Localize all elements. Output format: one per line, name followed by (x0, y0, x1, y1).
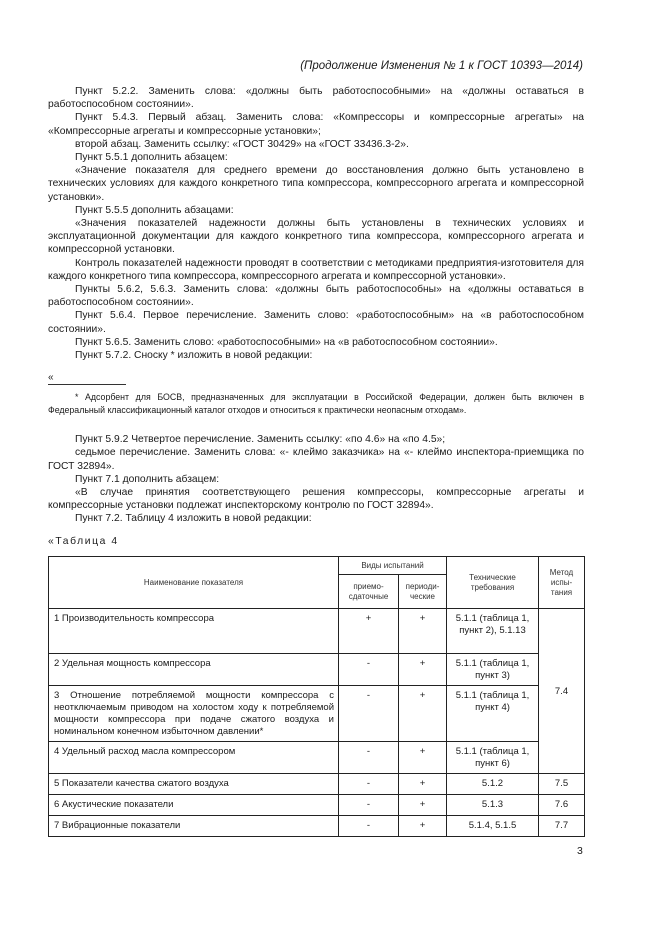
paragraph: второй абзац. Заменить ссылку: «ГОСТ 30429» на «ГОСТ 33436.3-2». (75, 138, 409, 150)
paragraph: Пункты 5.6.2, 5.6.3. Заменить слова: «должны быть работоспособны» на «должны оставаться в работоспособном состоянии». (48, 284, 584, 309)
cell-acceptance: - (339, 654, 399, 686)
paragraph: Пункт 5.5.1 дополнить абзацем: (75, 152, 228, 164)
paragraph: Пункт 5.5.5 дополнить абзацами: (75, 204, 234, 216)
cell-periodic: + (399, 654, 447, 686)
paragraph: «Значение показателя для среднего времени до восстановления должно быть установлено в технических условиях для каждого конкретного типа компрессора, компрессорного агрегата и компрессорной установки». (48, 165, 584, 203)
cell-requirements: 5.1.1 (таблица 1, пункт 3) (447, 654, 539, 686)
footnote-text: * Адсорбент для БОСВ, предназначенных для эксплуатации в Российской Федерации, должен быть включен в Федеральный классификационный каталог отходов и относиться к практически неопасным отходам». (48, 392, 584, 416)
cell-periodic: + (399, 795, 447, 816)
cell-method: 7.5 (539, 774, 585, 795)
footnote-open-quote: « (48, 372, 54, 384)
cell-name: 6 Акустические показатели (49, 795, 339, 816)
paragraph: «Значения показателей надежности должны быть установлены в технических условиях и эксплуатационной документации для каждого конкретного типа компрессора, компрессорного агрегата и компрессорной установки. (48, 218, 584, 256)
paragraph: Пункт 5.6.4. Первое перечисление. Заменить слово: «работоспособным» на «в работоспособном состоянии». (48, 310, 584, 335)
header-tests: Виды испытаний (339, 557, 447, 575)
paragraph: Пункт 5.4.3. Первый абзац. Заменить слова: «Компрессоры и компрессорные агрегаты» на «Компрессорные агрегаты и компрессорные установки»; (48, 112, 584, 137)
cell-name: 2 Удельная мощность компрессора (49, 654, 339, 686)
table-row (49, 654, 585, 686)
document-body (48, 85, 584, 526)
spacer (48, 417, 584, 433)
cell-periodic: + (399, 609, 447, 654)
header-requirements: Технические требования (447, 557, 539, 609)
footnote-block (48, 372, 584, 417)
cell-acceptance: - (339, 795, 399, 816)
cell-name: 5 Показатели качества сжатого воздуха (49, 774, 339, 795)
header-periodic: периоди-ческие (399, 575, 447, 609)
cell-periodic: + (399, 686, 447, 742)
table-caption: «Таблица 4 (48, 536, 119, 547)
cell-name: 4 Удельный расход масла компрессором (49, 742, 339, 774)
table-row (49, 774, 585, 795)
cell-acceptance: - (339, 816, 399, 837)
cell-requirements: 5.1.4, 5.1.5 (447, 816, 539, 837)
paragraph: Контроль показателей надежности проводят в соответствии с методиками предприятия-изготовителя для каждого конкретного типа компрессора, компрессорного агрегата и компрессорной установки». (48, 257, 584, 282)
paragraph: седьмое перечисление. Заменить слова: «- клеймо заказчика» на «- клеймо инспектора-приемщика по ГОСТ 32894». (48, 447, 584, 472)
cell-acceptance: - (339, 774, 399, 795)
cell-requirements: 5.1.3 (447, 795, 539, 816)
cell-acceptance: - (339, 742, 399, 774)
cell-name: 3 Отношение потребляемой мощности компрессора с неотключаемым приводом на холостом ходу к потребляемой мощности компрессора при подаче сжатого воздуха и номинальном конечном избыточном давлении* (49, 686, 339, 742)
cell-periodic: + (399, 816, 447, 837)
paragraph: Пункт 5.9.2 Четвертое перечисление. Заменить ссылку: «по 4.6» на «по 4.5»; (75, 434, 446, 446)
cell-requirements: 5.1.1 (таблица 1, пункт 4) (447, 686, 539, 742)
running-header: (Продолжение Изменения № 1 к ГОСТ 10393—2014) (300, 60, 583, 72)
table-row (49, 609, 585, 654)
paragraph: Пункт 5.6.5. Заменить слово: «работоспособными» на «в работоспособном состоянии». (75, 336, 498, 348)
paragraph: «В случае принятия соответствующего решения компрессоры, компрессорные агрегаты и компрессорные установки подлежат инспекторскому контролю по ГОСТ 32894». (48, 487, 584, 512)
cell-acceptance: - (339, 686, 399, 742)
footnote-rule (48, 384, 126, 385)
paragraph: Пункт 7.1 дополнить абзацем: (75, 473, 220, 485)
table-row (49, 686, 585, 742)
paragraph: Пункт 7.2. Таблицу 4 изложить в новой редакции: (75, 513, 312, 525)
requirements-table (48, 556, 585, 837)
cell-requirements: 5.1.2 (447, 774, 539, 795)
cell-acceptance: + (339, 609, 399, 654)
cell-method: 7.6 (539, 795, 585, 816)
header-method: Метод испы-тания (539, 557, 585, 609)
cell-method: 7.4 (539, 609, 585, 774)
cell-name: 7 Вибрационные показатели (49, 816, 339, 837)
table-row (49, 742, 585, 774)
cell-periodic: + (399, 774, 447, 795)
cell-periodic: + (399, 742, 447, 774)
paragraph: Пункт 5.2.2. Заменить слова: «должны быть работоспособными» на «должны оставаться в работоспособном состоянии». (48, 86, 584, 111)
cell-method: 7.7 (539, 816, 585, 837)
table-row (49, 795, 585, 816)
header-acceptance: приемо-сдаточные (339, 575, 399, 609)
cell-name: 1 Производительность компрессора (49, 609, 339, 654)
paragraph: Пункт 5.7.2. Сноску * изложить в новой редакции: (75, 350, 313, 362)
cell-requirements: 5.1.1 (таблица 1, пункт 6) (447, 742, 539, 774)
table-row (49, 816, 585, 837)
cell-requirements: 5.1.1 (таблица 1, пункт 2), 5.1.13 (447, 609, 539, 654)
page-number: 3 (577, 845, 583, 857)
header-name: Наименование показателя (49, 557, 339, 609)
